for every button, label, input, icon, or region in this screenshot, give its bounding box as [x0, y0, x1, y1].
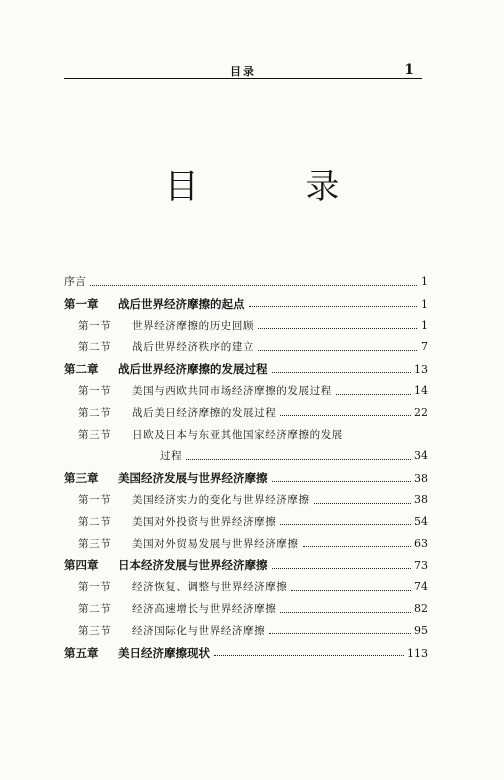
toc-front-entry [64, 272, 428, 292]
toc-chapter-entry [64, 555, 428, 575]
toc-entry-title: 战后世界经济摩擦的发展过程 [118, 362, 268, 377]
toc-entry-number: 第一节 [78, 581, 112, 594]
toc-dot-leader [280, 514, 411, 525]
toc-entry-number: 第五章 [64, 645, 99, 660]
toc-entry-title: 经济恢复、调整与世界经济摩擦 [132, 581, 288, 594]
toc-chapter-entry [64, 359, 428, 379]
toc-entry-number: 第二节 [78, 406, 112, 419]
toc-entry-number: 第二章 [64, 362, 99, 377]
toc-section-entry [64, 337, 428, 357]
toc-entry-number: 第二节 [78, 515, 112, 528]
toc-entry-title: 美国对外贸易发展与世界经济摩擦 [132, 537, 299, 550]
running-title: 目录 [230, 65, 256, 78]
running-header [64, 63, 422, 79]
toc-entry-page: 1 [421, 297, 428, 311]
toc-entry-number: 第一节 [78, 494, 112, 506]
toc-entry-title: 战后美日经济摩擦的发展过程 [132, 406, 277, 419]
toc-entry-page: 38 [414, 472, 428, 486]
toc-entry-title: 美国经济发展与世界经济摩擦 [118, 471, 268, 486]
toc-chapter-entry [64, 643, 428, 663]
toc-section-entry [64, 425, 428, 445]
toc-dot-leader [214, 645, 404, 656]
toc-entry-number: 第一章 [64, 296, 99, 311]
toc-section-entry [64, 316, 428, 336]
toc-entry-number: 第三节 [78, 624, 112, 637]
toc-entry-title: 美国经济实力的变化与世界经济摩擦 [132, 494, 310, 506]
toc-entry-number: 第一节 [78, 385, 112, 397]
toc-entry-title: 日本经济发展与世界经济摩擦 [118, 558, 268, 573]
toc-dot-leader [280, 602, 411, 613]
toc-dot-leader [272, 558, 412, 569]
toc-entry-page: 13 [414, 363, 428, 377]
toc-entry-title: 过程 [160, 450, 183, 463]
page-number: 1 [404, 62, 414, 78]
toc-entry-title: 经济国际化与世界经济摩擦 [132, 624, 266, 637]
toc-chapter-entry [64, 294, 428, 314]
toc-dot-leader [269, 623, 411, 634]
toc-entry-page: 63 [414, 536, 428, 550]
toc-section-entry [64, 381, 428, 401]
toc-entry-page: 22 [414, 405, 428, 419]
toc-section-entry [64, 490, 428, 510]
toc-dot-leader [314, 493, 411, 504]
toc-chapter-entry [64, 468, 428, 488]
toc-entry-page: 54 [414, 514, 428, 528]
toc-entry-number: 第二节 [78, 603, 112, 615]
toc-entry-page: 82 [414, 602, 428, 615]
toc-section-entry [64, 577, 428, 597]
toc-entry-number: 第四章 [64, 558, 99, 573]
toc-dot-leader [303, 536, 412, 547]
toc-dot-leader [272, 471, 412, 482]
toc-entry-title: 美国对外投资与世界经济摩擦 [132, 515, 277, 528]
toc-entry-page: 74 [414, 580, 428, 594]
page-title: 目 录 [164, 167, 388, 207]
toc-entry-page: 34 [414, 449, 428, 463]
toc-dot-leader [291, 580, 411, 591]
toc-entry-page: 7 [421, 340, 428, 354]
toc-entry-page: 95 [414, 623, 428, 637]
toc-entry-number: 第三节 [78, 428, 112, 441]
toc-section-entry [64, 512, 428, 532]
toc-entry-page: 113 [407, 646, 428, 660]
toc-entry-title: 经济高速增长与世界经济摩擦 [132, 603, 277, 615]
toc-entry-title: 美日经济摩擦现状 [118, 645, 210, 660]
toc-dot-leader [336, 384, 411, 395]
toc-dot-leader [258, 340, 417, 351]
toc-entry-title: 战后世界经济秩序的建立 [132, 341, 255, 354]
toc-entry-title: 美国与西欧共同市场经济摩擦的发展过程 [132, 385, 332, 397]
toc-section-entry [64, 621, 428, 641]
toc-dot-leader [258, 318, 417, 329]
toc-entry-title: 世界经济摩擦的历史回顾 [132, 319, 255, 332]
header-rule [64, 78, 422, 79]
toc-entry-number: 第二节 [78, 341, 112, 354]
toc-section-entry [64, 534, 428, 554]
toc-entry-page: 1 [421, 275, 428, 288]
toc-entry-number: 第一节 [78, 319, 112, 332]
toc-dot-leader [90, 275, 417, 286]
toc-section-entry [64, 403, 428, 423]
toc-entry-title: 日欧及日本与东亚其他国家经济摩擦的发展 [132, 428, 343, 441]
toc-entry-page: 1 [421, 318, 428, 332]
toc-entry-number: 第三章 [64, 471, 99, 486]
toc-dot-leader [186, 449, 411, 460]
toc-entry-page: 14 [414, 384, 428, 397]
toc-dot-leader [272, 362, 412, 373]
toc-entry-page: 38 [414, 493, 428, 506]
toc-section-entry [64, 599, 428, 619]
toc-entry-continuation [64, 446, 428, 466]
toc-entry-title: 序言 [64, 275, 86, 288]
toc-entry-number: 第三节 [78, 537, 112, 550]
toc-entry-page: 73 [414, 559, 428, 573]
toc-entry-title: 战后世界经济摩擦的起点 [118, 296, 245, 311]
toc-dot-leader [249, 296, 418, 307]
toc-dot-leader [280, 405, 411, 416]
